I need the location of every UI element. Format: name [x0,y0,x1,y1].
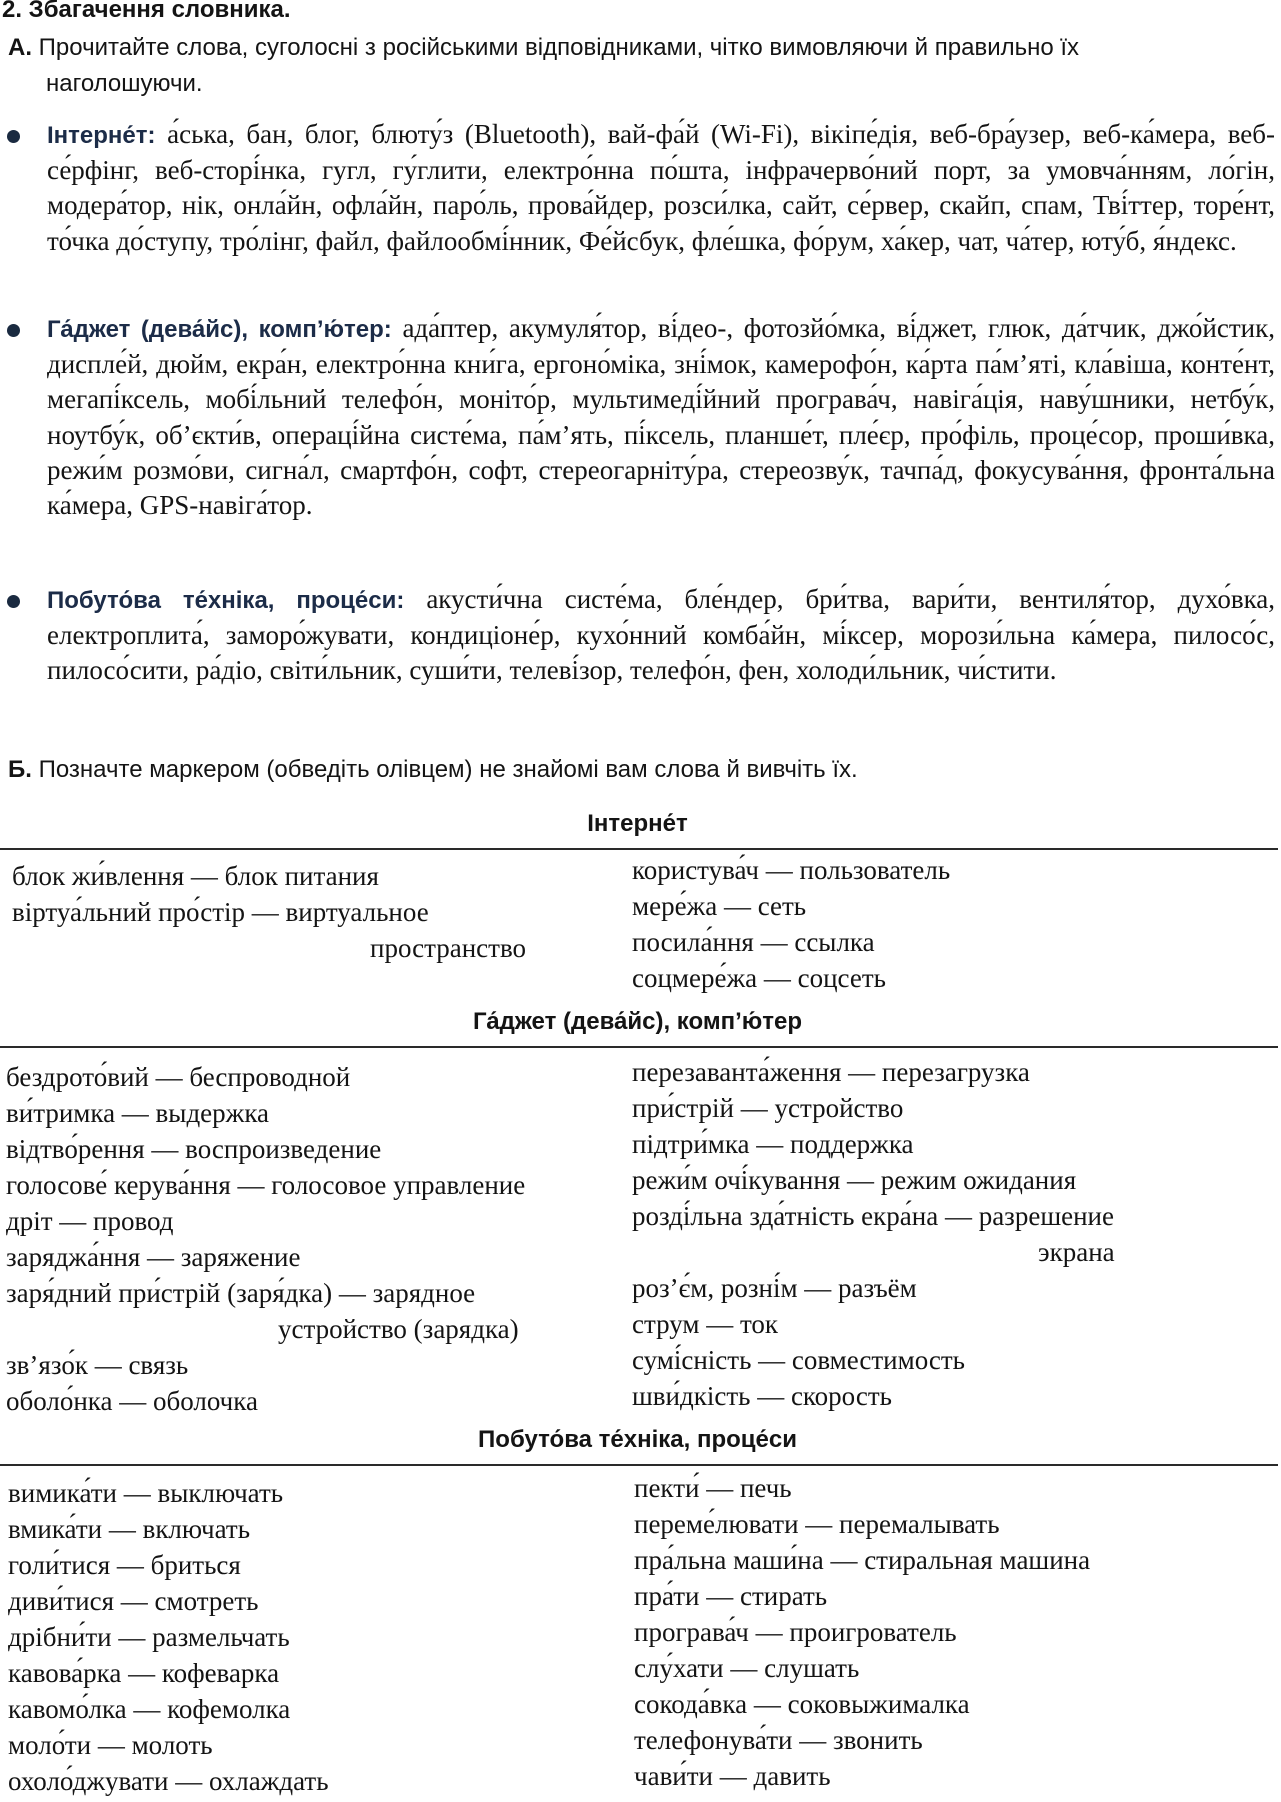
divider [0,848,1278,850]
vocab-pair: кавомо́лка — кофемолка [8,1694,291,1724]
word-list-text: а́ська, бан, блог, блюту́з (Bluetooth), вай-фа́й (Wi-Fi), вікіпе́дія, веб-бра́узер, веб-ка́мера, веб-се́рфінг, веб-сторі́нка, гугл, гу́глити, електро́нна по́шта, інфрачерво́ний порт, за умовча́нням, ло́гін, модера́тор, нік, онла́йн, офла́йн, паро́ль, прова́йдер, розси́лка, сайт, се́рвер, скайп, спам, Тві́ттер, торе́нт, то́чка до́ступу, тро́лінг, файл, файлообмі́нник, Фе́йсбук, фле́шка, фо́рум, ха́кер, чат, ча́тер, юту́б, я́ндекс. [47,119,1275,256]
vocab-pair: диви́тися — смотреть [8,1586,259,1616]
vocab-pair: моло́ти — молоть [8,1730,213,1760]
vocab-pair: програва́ч — проигрователь [634,1617,957,1647]
bullet-icon [7,595,20,608]
vocab-pair: соцмере́жа — соцсеть [632,963,886,993]
vocab-pair: струм — ток [632,1309,779,1339]
vocab-pair: пекти́ — печь [634,1473,792,1503]
vocab-pair: ви́тримка — выдержка [6,1098,270,1128]
vocab-pair-continued: экрана [1038,1237,1115,1267]
vocab-column-right [632,1054,1115,1414]
word-list-gadgets [47,311,1275,523]
vocab-pair: посила́ння — ссылка [632,927,875,957]
instruction-a [8,30,1278,102]
word-list-heading: Інтерне́т: [47,122,156,149]
instruction-a-letter: А. [8,34,32,61]
divider [0,1464,1278,1466]
vocab-pair: перезаванта́ження — перезагрузка [632,1057,1030,1087]
vocab-pair: заря́дний при́стрій (заря́дка) — зарядное [6,1278,476,1308]
vocab-pair: сокода́вка — соковыжималка [634,1689,970,1719]
vocab-pair: бездрото́вий — беспроводной [6,1062,351,1092]
word-list-text: ада́птер, акумуля́тор, ві́део-, фотозйо́мка, ві́джет, глюк, да́тчик, джо́йстик, диспле́й, дюйм, екра́н, електро́нна кни́га, ергоно́міка, зні́мок, камерофо́н, ка́рта па́м’яті, кла́віша, конте́нт, мегапі́ксель, мобі́льний телефо́н, моніто́р, мультимеді́йний програва́ч, навіга́ція, наву́шники, нетбу́к, ноутбу́к, об’єкти́в, операці́йна систе́ма, па́м’ять, пі́ксель, планше́т, пле́єр, про́філь, проце́сор, проши́вка, режи́м розмо́ви, сигна́л, смартфо́н, софт, стереогарніту́ра, стереозву́к, тачпа́д, фокусува́ння, фронта́льна ка́мера, GPS-навіга́тор. [47,313,1275,521]
vocab-pair: блок жи́влення — блок питания [12,861,379,891]
vocab-pair: голосове́ керува́ння — голосовое управление [6,1170,526,1200]
vocab-column-left [12,858,526,966]
word-list-appliances [47,582,1275,689]
bullet-icon [7,130,20,143]
vocab-pair: розді́льна зда́тність екра́на — разрешение [632,1201,1114,1231]
vocab-pair: користува́ч — пользователь [632,855,951,885]
vocab-pair: дрібни́ти — размельчать [8,1622,290,1652]
vocab-pair: пра́ти — стирать [634,1581,828,1611]
vocab-column-left [8,1475,329,1799]
vocab-pair: кавова́рка — кофеварка [8,1658,280,1688]
vocab-pair: вмика́ти — включать [8,1514,251,1544]
vocab-section-title-internet: Інтерне́т [587,810,688,837]
vocab-section-title-gadgets: Га́джет (дева́йс), комп’ю́тер [472,1008,803,1035]
vocab-pair: мере́жа — сеть [632,891,807,921]
word-list-text: акусти́чна систе́ма, бле́ндер, бри́тва, вари́ти, вентиля́тор, духо́вка, електроплита́, заморо́жувати, кондиціоне́р, кухо́нний комба́йн, мі́ксер, морози́льна ка́мера, пилосо́с, пилосо́сити, ра́діо, світи́льник, суши́ти, телеві́зор, телефо́н, фен, холоди́льник, чи́стити. [47,584,1276,686]
vocab-pair: голи́тися — бриться [8,1550,241,1580]
vocab-pair: заряджа́ння — заряжение [6,1242,301,1272]
vocab-pair: зв’язо́к — связь [6,1350,189,1380]
vocab-section-title-appliances: Побуто́ва те́хніка, проце́си [478,1426,797,1453]
vocab-pair: телефонува́ти — звонить [634,1725,923,1755]
instruction-b-text: Позначте маркером (обведіть олівцем) не знайомі вам слова й вивчіть їх. [38,756,858,783]
vocab-pair-continued: устройство (зарядка) [278,1314,519,1344]
vocab-pair: охоло́джувати — охлаждать [8,1766,329,1796]
word-list-internet [47,117,1275,259]
vocab-pair: режи́м очі́кування — режим ожидания [632,1165,1077,1195]
bullet-icon [7,324,20,337]
vocab-pair: відтво́рення — воспроизведение [6,1134,382,1164]
instruction-b [8,752,1278,788]
vocab-column-right [632,852,950,996]
vocab-pair: сумі́сність — совместимость [632,1345,965,1375]
vocab-pair-continued: пространство [370,933,527,963]
vocab-pair: шви́дкість — скорость [632,1381,892,1411]
vocab-pair: чави́ти — давить [634,1761,831,1791]
section-title: 2. Збагачення словника. [2,0,291,23]
word-list-heading: Га́джет (дева́йс), комп’ю́тер: [47,316,392,343]
instruction-a-text: Прочитайте слова, суголосні з російськими відповідниками, чітко вимовляючи й правильно їх [38,34,1080,61]
vocab-pair: вимика́ти — выключать [8,1478,284,1508]
vocab-pair: дріт — провод [6,1206,174,1236]
vocab-pair: оболо́нка — оболочка [6,1386,258,1416]
instruction-b-letter: Б. [8,756,32,783]
vocab-pair: пра́льна маши́на — стиральная машина [634,1545,1091,1575]
vocab-pair: при́стрій — устройство [632,1093,904,1123]
vocab-pair: переме́лювати — перемалывать [634,1509,1000,1539]
divider [0,1046,1278,1048]
vocab-pair: роз’є́м, розні́м — разъём [632,1273,917,1303]
instruction-a-text-continued: наголошуючи. [46,70,203,97]
vocab-pair: слу́хати — слушать [634,1653,860,1683]
vocab-column-left [6,1059,525,1419]
word-list-heading: Побуто́ва те́хніка, проце́си: [47,587,405,614]
vocab-column-right [634,1470,1090,1794]
vocab-pair: підтри́мка — поддержка [632,1129,914,1159]
vocab-pair: віртуа́льний про́стір — виртуальное [12,897,429,927]
